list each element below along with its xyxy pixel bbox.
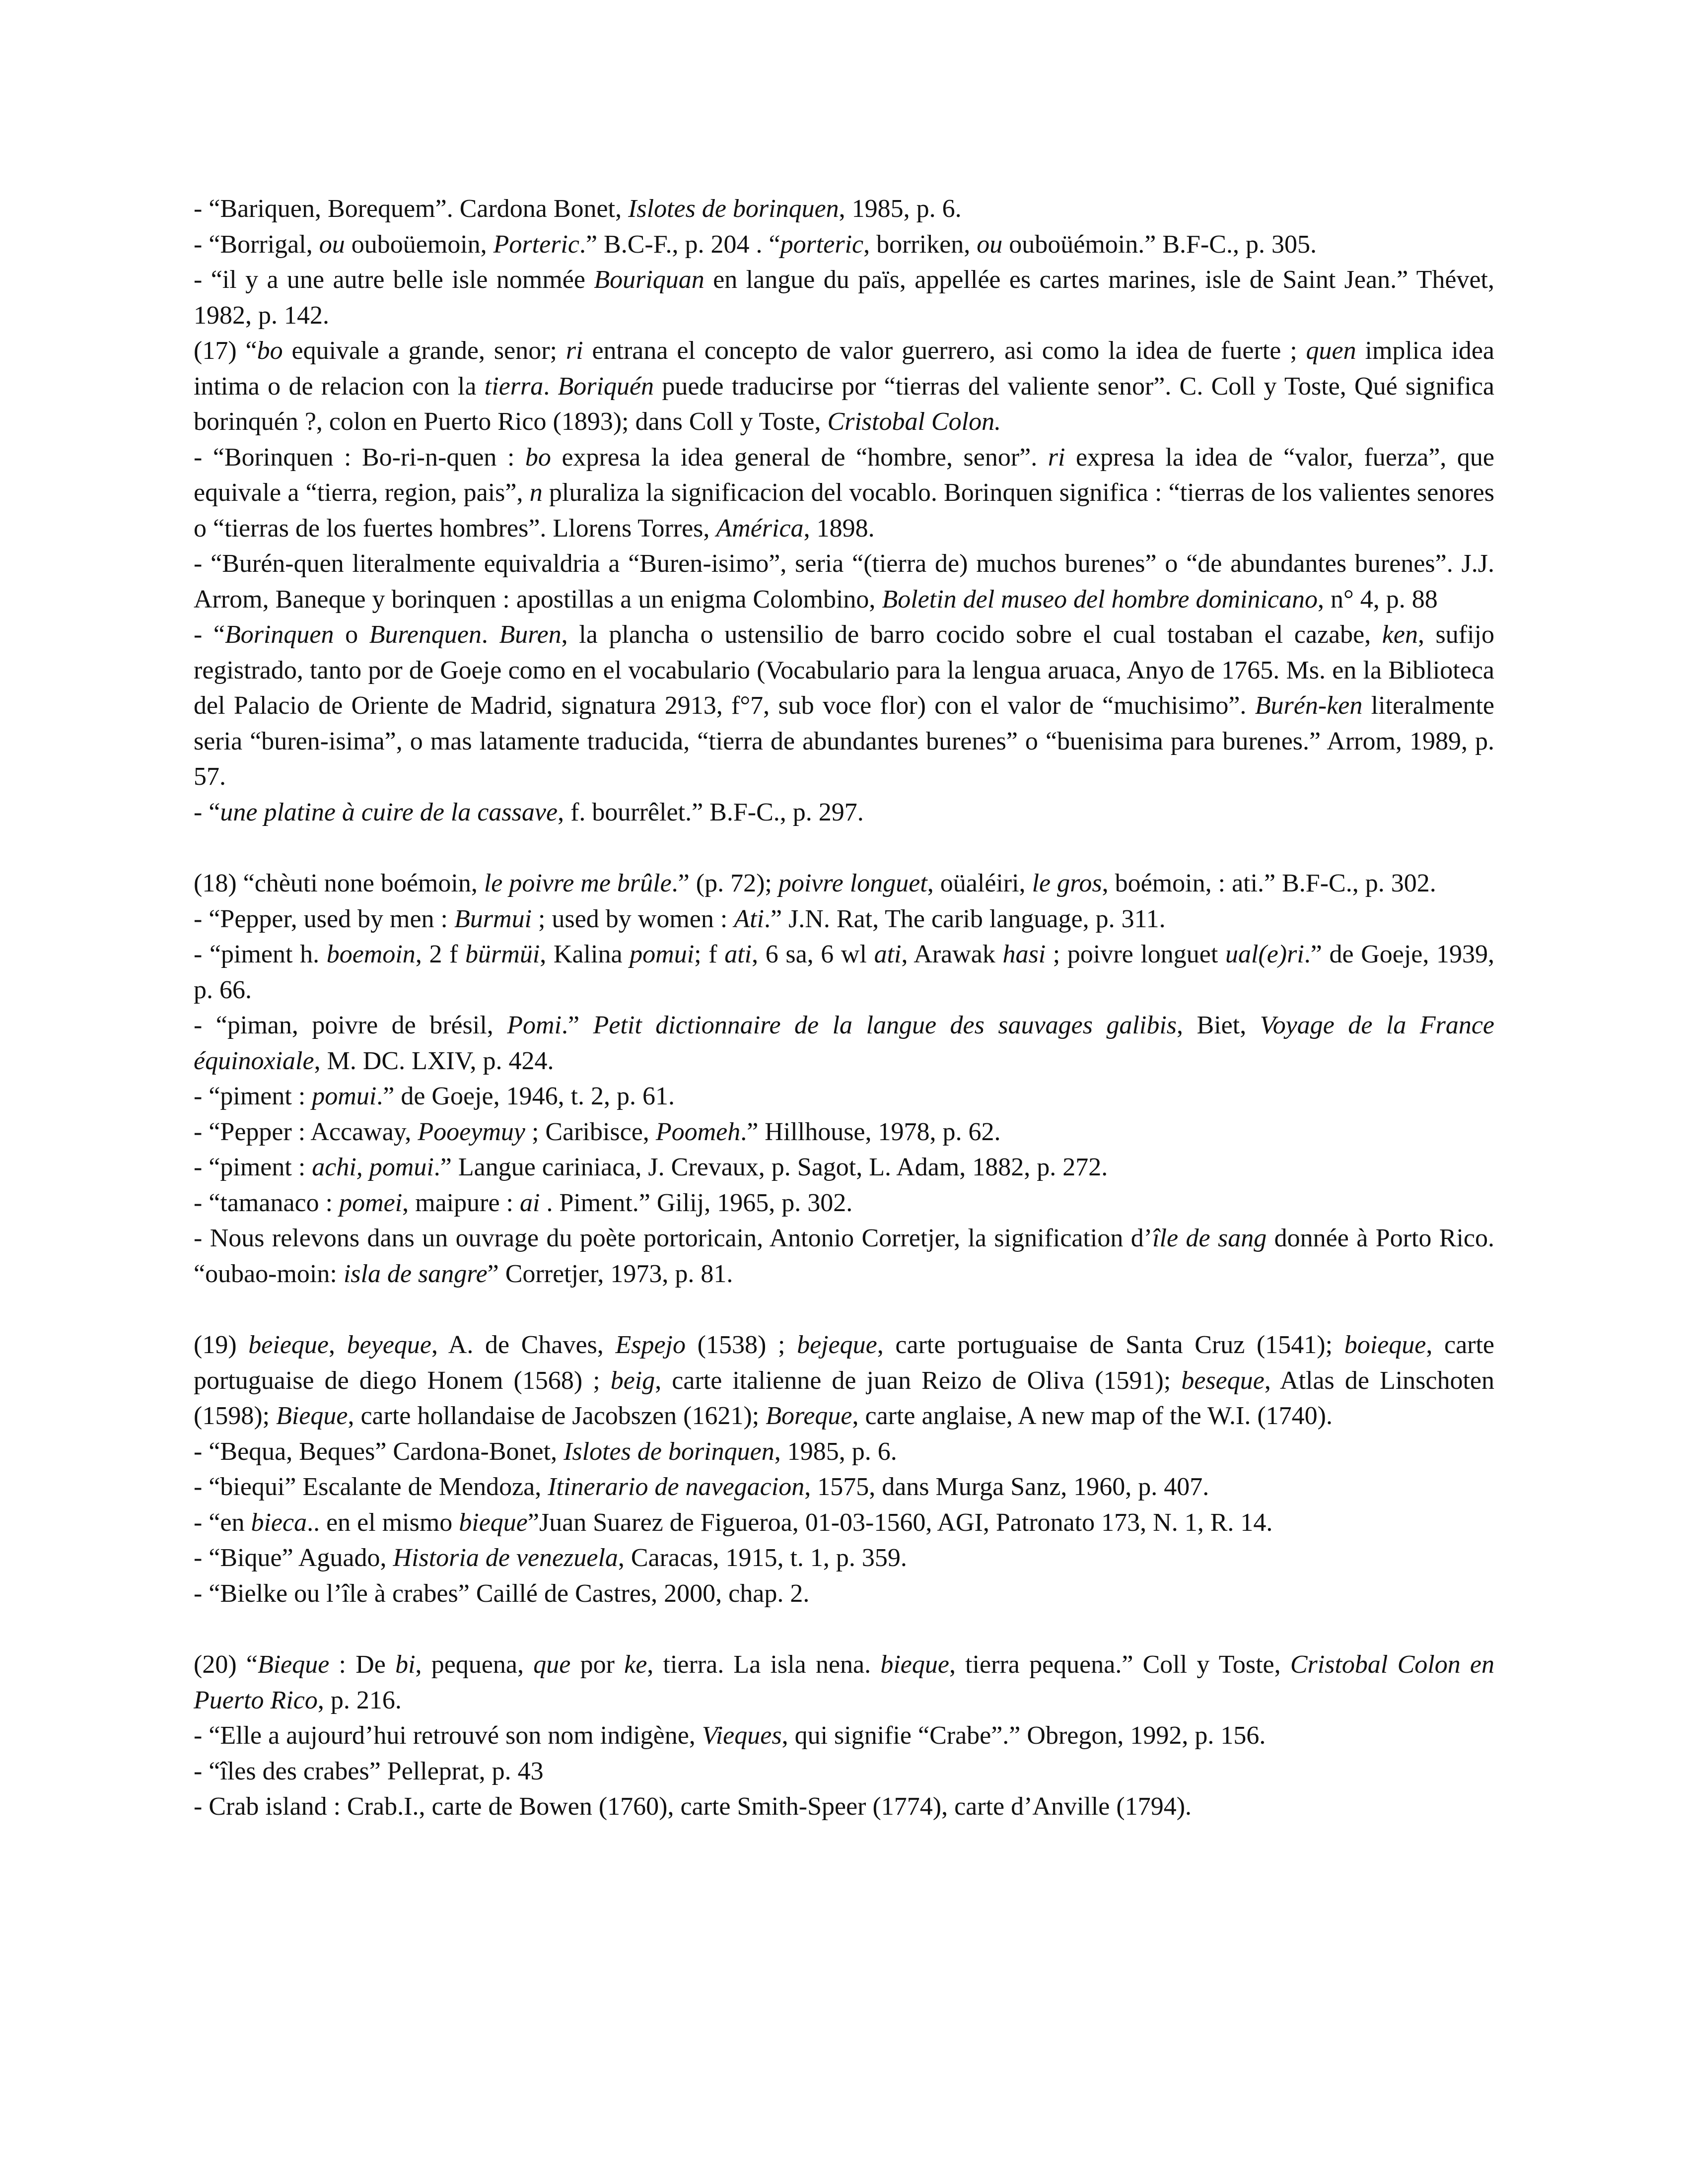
italic-text-run: île de sang — [1152, 1224, 1267, 1252]
italic-text-run: ual(e)ri — [1225, 940, 1304, 968]
italic-text-run: beieque — [248, 1331, 329, 1359]
text-run: , pequena, — [415, 1650, 534, 1679]
section-gap — [194, 1292, 1494, 1327]
text-run: - “Burén-quen literalmente equivaldria a “Buren-isimo”, seria “(tierra de) muchos burenes” o “de abundantes burenes”. J.J. Arrom, Baneque y borinquen : apostillas a un enigma Colombino, — [194, 549, 1494, 614]
note-paragraph — [194, 1079, 1494, 1114]
italic-text-run: bejeque — [797, 1331, 877, 1359]
italic-text-run: bi — [395, 1650, 416, 1679]
italic-text-run: ati — [724, 940, 752, 968]
text-run: - “Borinquen : Bo-ri-n-quen : — [194, 443, 525, 472]
text-run: (20) “ — [194, 1650, 258, 1679]
italic-text-run: Poomeh — [655, 1117, 741, 1146]
note-paragraph — [194, 1434, 1494, 1470]
text-run: - “il y a une autre belle isle nommée — [194, 266, 594, 294]
document-page — [194, 191, 1494, 1825]
text-run: ; poivre longuet — [1046, 940, 1225, 968]
italic-text-run: Islotes de borinquen — [563, 1437, 774, 1466]
italic-text-run: le gros — [1032, 869, 1102, 897]
italic-text-run: Bouriquan — [594, 266, 704, 294]
text-run: (19) — [194, 1331, 249, 1359]
note-paragraph — [194, 1150, 1494, 1185]
italic-text-run: tierra — [484, 372, 544, 401]
text-run: , f. bourrêlet.” B.F-C., p. 297. — [558, 798, 864, 826]
text-run: .” de Goeje, 1939, p. 66. — [194, 940, 1495, 1004]
text-run: , Arawak — [901, 940, 1003, 968]
text-run: ; used by women : — [532, 904, 734, 933]
text-run: - “en — [194, 1508, 251, 1537]
text-run: , carte portuguaise de diego Honem (1568) ; — [194, 1331, 1495, 1395]
text-run: - “Bique” Aguado, — [194, 1544, 393, 1572]
text-run: - “Bariquen, Borequem”. Cardona Bonet, — [194, 195, 629, 223]
note-paragraph — [194, 1718, 1494, 1754]
text-run: . — [481, 620, 499, 649]
text-run: .” J.N. Rat, The carib language, p. 311. — [764, 904, 1166, 933]
italic-text-run: Petit dictionnaire de la langue des sauvages galibis — [593, 1011, 1177, 1039]
text-run: - “piman, poivre de brésil, — [194, 1011, 507, 1039]
text-run: , Atlas de Linschoten (1598); — [194, 1366, 1495, 1430]
text-run: , boémoin, : ati.” B.F-C., p. 302. — [1102, 869, 1436, 897]
note-paragraph — [194, 262, 1494, 333]
text-run: , A. de Chaves, — [431, 1331, 616, 1359]
italic-text-run: poivre longuet — [778, 869, 927, 897]
italic-text-run: América — [716, 514, 804, 543]
text-run: - “piment h. — [194, 940, 327, 968]
italic-text-run: Pooeymuy — [418, 1117, 525, 1146]
italic-text-run: bieque — [459, 1508, 528, 1537]
italic-text-run: Ati — [734, 904, 764, 933]
text-run: .” Hillhouse, 1978, p. 62. — [740, 1117, 1001, 1146]
text-run: ” Corretjer, 1973, p. 81. — [487, 1259, 733, 1288]
text-run: ”Juan Suarez de Figueroa, 01-03-1560, AGI, Patronato 173, N. 1, R. 14. — [527, 1508, 1273, 1537]
italic-text-run: beig — [610, 1366, 655, 1395]
italic-text-run: Burmui — [454, 904, 532, 933]
text-run: - “Elle a aujourd’hui retrouvé son nom indigène, — [194, 1721, 702, 1750]
text-run: . — [543, 372, 558, 401]
italic-text-run: boemoin — [326, 940, 416, 968]
text-run: - “Pepper : Accaway, — [194, 1117, 418, 1146]
italic-text-run: n — [529, 478, 543, 507]
note-paragraph — [194, 1576, 1494, 1612]
italic-text-run: bieque — [880, 1650, 949, 1679]
text-run: , maipure : — [402, 1188, 520, 1217]
italic-text-run: isla de sangre — [343, 1259, 488, 1288]
text-run: literalmente seria “buren-isima”, o mas latamente traducida, “tierra de abundantes burenes” o “buenisima para burenes.” Arrom, 1989, p. 57. — [194, 691, 1494, 791]
text-run: - Nous relevons dans un ouvrage du poète portoricain, Antonio Corretjer, la signification d’ — [194, 1224, 1153, 1252]
italic-text-run: Itinerario de navegacion — [548, 1473, 805, 1501]
text-run: , carte anglaise, A new map of the W.I. (1740). — [852, 1402, 1333, 1430]
text-run: - “îles des crabes” Pelleprat, p. 43 — [194, 1757, 544, 1785]
text-run: - “Borrigal, — [194, 230, 319, 259]
text-run: .” — [562, 1011, 593, 1039]
note-paragraph — [194, 937, 1494, 1008]
text-run: - “Bequa, Beques” Cardona-Bonet, — [194, 1437, 564, 1466]
text-run: - “piment : — [194, 1153, 312, 1181]
italic-text-run: Voyage de la France équinoxiale — [194, 1011, 1494, 1075]
text-run: , 1985, p. 6. — [839, 195, 962, 223]
italic-text-run: Borinquen — [224, 620, 334, 649]
text-run: , 1898. — [803, 514, 875, 543]
text-run: , carte hollandaise de Jacobszen (1621); — [348, 1402, 766, 1430]
text-run: , n° 4, p. 88 — [1318, 585, 1438, 614]
italic-text-run: Boriquén — [558, 372, 654, 401]
text-run: .” Langue cariniaca, J. Crevaux, p. Sagot, L. Adam, 1882, p. 272. — [433, 1153, 1108, 1181]
text-run: implica idea intima o de relacion con la — [194, 337, 1494, 401]
text-run: , qui signifie “Crabe”.” Obregon, 1992, p. 156. — [781, 1721, 1266, 1750]
text-run: en langue du païs, appellée es cartes marines, isle de Saint Jean.” Thévet, 1982, p. 142. — [194, 266, 1494, 330]
text-run: ; Caribisce, — [525, 1117, 656, 1146]
italic-text-run: le poivre me brûle — [484, 869, 672, 897]
text-run: - “ — [194, 798, 220, 826]
text-run: , carte italienne de juan Reizo de Oliva (1591); — [655, 1366, 1182, 1395]
text-run: , borriken, — [863, 230, 977, 259]
italic-text-run: ri — [1048, 443, 1065, 472]
text-run: puede traducirse por “tierras del valiente senor”. C. Coll y Toste, Qué significa borinquén ?, colon en Puerto Rico (1893); dans Coll y Toste, — [194, 372, 1495, 436]
note-paragraph — [194, 1185, 1494, 1221]
text-run: (18) “chèuti none boémoin, — [194, 869, 484, 897]
italic-text-run: Espejo — [615, 1331, 686, 1359]
note-paragraph — [194, 1221, 1494, 1292]
text-run: , Biet, — [1177, 1011, 1260, 1039]
italic-text-run: pomui — [312, 1082, 377, 1110]
text-run: , 1985, p. 6. — [774, 1437, 897, 1466]
text-run: .” de Goeje, 1946, t. 2, p. 61. — [376, 1082, 675, 1110]
italic-text-run: Burén-ken — [1255, 691, 1363, 720]
italic-text-run: Pomi — [507, 1011, 562, 1039]
text-run: entrana el concepto de valor guerrero, asi como la idea de fuerte ; — [583, 337, 1306, 365]
italic-text-run: ke — [624, 1650, 647, 1679]
text-run: - “Pepper, used by men : — [194, 904, 455, 933]
text-run: ouboüemoin, — [345, 230, 493, 259]
section-gap — [194, 830, 1494, 866]
text-run: - “tamanaco : — [194, 1188, 340, 1217]
text-run: , 2 f — [415, 940, 466, 968]
text-run: expresa la idea general de “hombre, senor”. — [551, 443, 1048, 472]
text-run: expresa la idea de “valor, fuerza”, que equivale a “tierra, region, pais”, — [194, 443, 1494, 507]
italic-text-run: Cristobal Colon en Puerto Rico — [194, 1650, 1495, 1714]
note-paragraph — [194, 1114, 1494, 1150]
italic-text-run: bo — [257, 337, 283, 365]
text-run: - Crab island : Crab.I., carte de Bowen (1760), carte Smith-Speer (1774), carte d’Anville (1794). — [194, 1792, 1192, 1821]
italic-text-run: ri — [565, 337, 583, 365]
text-run: equivale a grande, senor; — [282, 337, 566, 365]
italic-text-run: pomui — [630, 940, 695, 968]
note-paragraph — [194, 1789, 1494, 1825]
italic-text-run: Boletin del museo del hombre dominicano — [882, 585, 1318, 614]
note-paragraph — [194, 191, 1494, 227]
text-run: , p. 216. — [317, 1686, 402, 1714]
italic-text-run: Vieques — [702, 1721, 782, 1750]
italic-text-run: Bieque — [257, 1650, 330, 1679]
italic-text-run: Bieque — [276, 1402, 348, 1430]
text-run: - “piment : — [194, 1082, 312, 1110]
note-paragraph — [194, 1327, 1494, 1434]
italic-text-run: pomei — [339, 1188, 403, 1217]
text-run: , oüaléiri, — [927, 869, 1032, 897]
section-gap — [194, 1611, 1494, 1647]
text-run: , 1575, dans Murga Sanz, 1960, p. 407. — [804, 1473, 1209, 1501]
italic-text-run: ati — [874, 940, 902, 968]
italic-text-run: bürmüi — [465, 940, 540, 968]
italic-text-run: beseque — [1181, 1366, 1265, 1395]
text-run: - “biequi” Escalante de Mendoza, — [194, 1473, 548, 1501]
italic-text-run: bieca — [251, 1508, 307, 1537]
italic-text-run: Boreque — [766, 1402, 852, 1430]
text-run: , M. DC. LXIV, p. 424. — [314, 1046, 554, 1075]
text-run: , tierra pequena.” Coll y Toste, — [949, 1650, 1290, 1679]
italic-text-run: Porteric — [493, 230, 579, 259]
text-run: o — [334, 620, 369, 649]
italic-text-run: Buren — [499, 620, 562, 649]
text-run: , la plancha o ustensilio de barro cocido sobre el cual tostaban el cazabe, — [561, 620, 1382, 649]
note-paragraph — [194, 1754, 1494, 1789]
italic-text-run: que — [533, 1650, 571, 1679]
italic-text-run: Historia de venezuela — [393, 1544, 618, 1572]
italic-text-run: ai — [519, 1188, 540, 1217]
text-run: por — [570, 1650, 625, 1679]
italic-text-run: une platine à cuire de la cassave — [220, 798, 558, 826]
text-run: , — [328, 1331, 347, 1359]
text-run: ; f — [694, 940, 725, 968]
note-paragraph — [194, 795, 1494, 830]
italic-text-run: bo — [525, 443, 551, 472]
text-run: , carte portuguaise de Santa Cruz (1541); — [877, 1331, 1344, 1359]
text-run: , 6 sa, 6 wl — [752, 940, 874, 968]
text-run: (1538) ; — [686, 1331, 797, 1359]
text-run: , Kalina — [540, 940, 630, 968]
note-paragraph — [194, 1540, 1494, 1576]
text-run: ouboüémoin.” B.F-C., p. 305. — [1002, 230, 1317, 259]
note-paragraph — [194, 866, 1494, 901]
note-paragraph — [194, 333, 1494, 440]
note-paragraph — [194, 440, 1494, 546]
note-paragraph — [194, 617, 1494, 795]
note-paragraph — [194, 901, 1494, 937]
text-run: - “ — [194, 620, 225, 649]
italic-text-run: achi, pomui — [312, 1153, 434, 1181]
text-run: .” B.C-F., p. 204 . “ — [579, 230, 780, 259]
italic-text-run: Cristobal Colon. — [827, 408, 1001, 436]
italic-text-run: porteric — [780, 230, 864, 259]
italic-text-run: boieque — [1344, 1331, 1426, 1359]
text-run: donnée à Porto Rico. “oubao-moin: — [194, 1224, 1495, 1288]
text-run: , tierra. La isla nena. — [647, 1650, 881, 1679]
note-paragraph — [194, 1647, 1494, 1718]
text-run: , Caracas, 1915, t. 1, p. 359. — [618, 1544, 907, 1572]
note-paragraph — [194, 227, 1494, 263]
note-paragraph — [194, 546, 1494, 617]
text-run: .” (p. 72); — [671, 869, 778, 897]
italic-text-run: ou — [319, 230, 345, 259]
text-run: .. en el mismo — [307, 1508, 459, 1537]
note-paragraph — [194, 1469, 1494, 1505]
note-paragraph — [194, 1505, 1494, 1541]
italic-text-run: Burenquen — [369, 620, 482, 649]
text-run: . Piment.” Gilij, 1965, p. 302. — [540, 1188, 853, 1217]
italic-text-run: ou — [977, 230, 1003, 259]
italic-text-run: ken — [1382, 620, 1418, 649]
text-run: pluraliza la significacion del vocablo. Borinquen significa : “tierras de los valientes senores o “tierras de los fuertes hombres”. Llorens Torres, — [194, 478, 1495, 543]
text-run: - “Bielke ou l’île à crabes” Caillé de Castres, 2000, chap. 2. — [194, 1579, 810, 1608]
text-run: (17) “ — [194, 337, 257, 365]
text-run: , sufijo registrado, tanto por de Goeje como en el vocabulario (Vocabulario para la lengua aruaca, Anyo de 1765. Ms. en la Biblioteca del Palacio de Oriente de Madrid, signatura 2913, f°7, sub voce flor) con el valor de “muchisimo”. — [194, 620, 1494, 720]
italic-text-run: quen — [1306, 337, 1356, 365]
italic-text-run: hasi — [1002, 940, 1046, 968]
text-run: : De — [329, 1650, 396, 1679]
italic-text-run: beyeque — [347, 1331, 431, 1359]
italic-text-run: Islotes de borinquen — [628, 195, 839, 223]
note-paragraph — [194, 1008, 1494, 1079]
